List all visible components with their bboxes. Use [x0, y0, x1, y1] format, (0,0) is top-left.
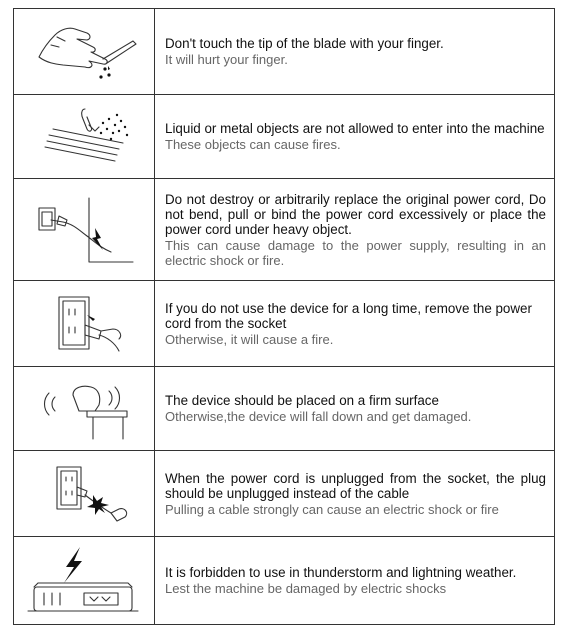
warning-text: It is forbidden to use in thunderstorm and lightning weather.: [165, 565, 517, 580]
icon-cell: [14, 537, 155, 625]
safety-instructions-table: [13, 8, 555, 625]
icon-cell: [14, 179, 155, 281]
text-cell: [155, 367, 555, 451]
text-cell: [155, 537, 555, 625]
text-cell: [155, 9, 555, 95]
blade-finger-icon: [29, 19, 139, 85]
table-row: [14, 281, 555, 367]
note-text: Pulling a cable strongly can cause an electric shock or fire: [165, 501, 499, 517]
warning-text: Don't touch the tip of the blade with your finger.: [165, 36, 444, 51]
icon-cell: [14, 95, 155, 179]
icon-cell: [14, 367, 155, 451]
pull-plug-icon: [29, 461, 139, 527]
note-text: Otherwise, it will cause a fire.: [165, 331, 334, 347]
icon-cell: [14, 9, 155, 95]
note-text: This can cause damage to the power supply, resulting in an electric shock or fire.: [165, 237, 546, 268]
warning-text: Liquid or metal objects are not allowed to enter into the machine: [165, 121, 545, 136]
table-row: [14, 537, 555, 625]
table-row: [14, 9, 555, 95]
text-cell: [155, 451, 555, 537]
icon-cell: [14, 281, 155, 367]
text-cell: [155, 281, 555, 367]
warning-text: Do not destroy or arbitrarily replace the original power cord, Do not bend, pull or bind the power cord excessively or place the power cord under heavy object.: [165, 191, 546, 237]
warning-text: The device should be placed on a firm surface: [165, 393, 439, 408]
table-row: [14, 179, 555, 281]
note-text: It will hurt your finger.: [165, 52, 288, 67]
table-row: [14, 451, 555, 537]
firm-surface-icon: [29, 377, 139, 441]
warning-text: When the power cord is unplugged from the socket, the plug should be unplugged instead of the cable: [165, 470, 546, 501]
note-text: These objects can cause fires.: [165, 137, 341, 152]
power-cord-damage-icon: [29, 192, 139, 268]
warning-text: If you do not use the device for a long time, remove the power cord from the socket: [165, 300, 532, 331]
lightning-machine-icon: [24, 545, 144, 617]
text-cell: [155, 95, 555, 179]
table-row: [14, 95, 555, 179]
note-text: Lest the machine be damaged by electric shocks: [165, 581, 447, 596]
icon-cell: [14, 451, 155, 537]
liquid-metal-icon: [29, 105, 139, 169]
text-cell: [155, 179, 555, 281]
unplug-socket-icon: [29, 291, 139, 357]
note-text: Otherwise,the device will fall down and get damaged.: [165, 409, 472, 424]
table-row: [14, 367, 555, 451]
